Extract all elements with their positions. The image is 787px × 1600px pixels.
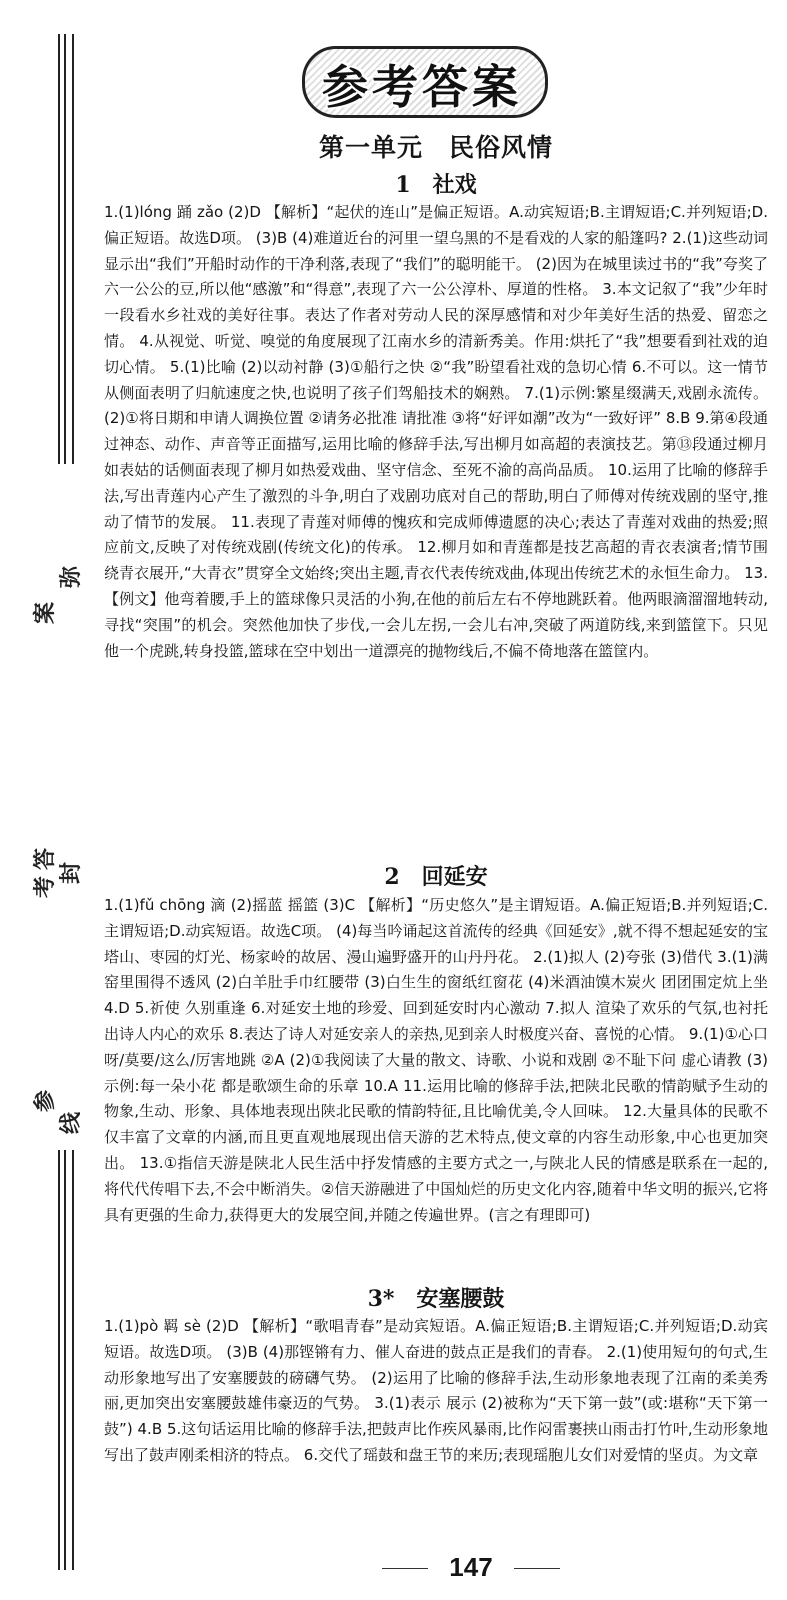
binding-char-feng: 封 <box>58 861 85 885</box>
binding-char-kao: 考 <box>32 875 59 899</box>
binding-margin <box>0 0 100 1600</box>
binding-char-an: 案 <box>32 601 59 625</box>
lesson-3-answer: 1.(1)pò 羁 sè (2)D 【解析】“歌唱青春”是动宾短语。A.偏正短语;B.主谓短语;C.并列短语;D.动宾短语。故选D项。 (3)B (4)那铿锵有力、催人奋进的鼓点正是我们的青春。 2.(1)使用短句的句式,生动形象地写出了安塞腰鼓的磅礴气势。 (2)运用了比喻的修辞手法,生动形象地表现了江南的柔美秀丽,更加突出安塞腰鼓雄伟豪迈的气势。 3.(1)表示 展示 (2)被称为“天下第一鼓”(或:堪称“天下第一鼓”) 4.B 5.这句话运用比喻的修辞手法,把鼓声比作疾风暴雨,比作闷雷裹挟山雨击打竹叶,生动形象地写出了鼓声刚柔相济的特点。 6.交代了瑶鼓和盘王节的来历;表现瑶胞儿女们对爱情的坚贞。为文章 <box>104 1317 768 1464</box>
footer-line-right <box>514 1568 560 1569</box>
binding-line-6 <box>72 1150 74 1570</box>
page-number: 147 <box>449 1552 493 1582</box>
lesson-1-title: 1 社戏 <box>395 172 477 198</box>
binding-line-5 <box>64 1150 66 1570</box>
answer-banner <box>292 36 552 122</box>
binding-line-2 <box>64 34 66 464</box>
binding-char-can: 参 <box>32 1089 59 1113</box>
footer-line-left <box>382 1568 428 1569</box>
binding-line-4 <box>58 1150 60 1570</box>
binding-char-xian: 线 <box>58 1111 85 1135</box>
lesson-2-answer: 1.(1)fǔ chōng 滴 (2)摇蓝 摇篮 (3)C 【解析】“历史悠久”是主谓短语。A.偏正短语;B.并列短语;C.主谓短语;D.动宾短语。故选C项。 (4)每当吟诵起这首流传的经典《回延安》,就不得不想起延安的宝塔山、枣园的灯光、杨家岭的故居、漫山遍野盛开的山丹丹花。 2.(1)拟人 (2)夸张 (3)借代 3.(1)满窑里围得不透风 (2)白羊肚手巾红腰带 (3)白生生的窗纸红窗花 (4)米酒油馍木炭火 团团围定炕上坐 4.D 5.祈使 久别重逢 6.对延安土地的珍爱、回到延安时内心激动 7.拟人 渲染了欢乐的气氛,也衬托出诗人内心的欢乐 8.表达了诗人对延安亲人的亲热,见到亲人时极度兴奋、喜悦的心情。 9.(1)①心口呀/莫要/这么/厉害地跳 ②A (2)①我阅读了大量的散文、诗歌、小说和戏剧 ②不耻下问 虚心请教 (3)示例:每一朵小花 都是歌颂生命的乐章 10.A 11.运用比喻的修辞手法,把陕北民歌的情韵赋予生动的物象,生动、形象、具体地表现出陕北民歌的情韵特征,且比喻优美,令人回味。 12.大量具体的民歌不仅丰富了文章的内涵,而且更直观地展现出信天游的艺术特点,使文章的内容生动形象,中心也更加突出。 13.①指信天游是陕北人民生活中抒发情感的主要方式之一,与陕北人民的情感是联系在一起的,将代代传唱下去,不会中断消失。②信天游融进了中国灿烂的历史文化内容,随着中华文明的振兴,它将具有更强的生命力,获得更大的发展空间,并随之传遍世界。(言之有理即可) <box>104 896 768 1224</box>
lesson-3-title: 3* 安塞腰鼓 <box>367 1286 505 1312</box>
binding-char-mi: 弥 <box>58 565 85 589</box>
binding-char-da: 答 <box>32 847 59 871</box>
binding-line-1 <box>58 34 60 464</box>
binding-line-3 <box>72 34 74 464</box>
unit-title: 第一单元 民俗风情 <box>318 133 553 162</box>
lesson-1-answer: 1.(1)lóng 踊 zǎo (2)D 【解析】“起伏的连山”是偏正短语。A.动宾短语;B.主谓短语;C.并列短语;D.偏正短语。故选D项。 (3)B (4)难道近台的河里一望乌黑的不是看戏的人家的船篷吗? 2.(1)这些动词显示出“我们”开船时动作的干净利落,表现了“我们”的聪明能干。 (2)因为在城里读过书的“我”夸奖了六一公公的豆,所以他“感激”和“得意”,表现了六一公公淳朴、厚道的性格。 3.本文记叙了“我”少年时一段看水乡社戏的美好往事。表达了作者对劳动人民的深厚感情和对少年美好生活的热爱、留恋之情。 4.从视觉、听觉、嗅觉的角度展现了江南水乡的清新秀美。作用:烘托了“我”想要看到社戏的迫切心情。 5.(1)比喻 (2)以动衬静 (3)①船行之快 ②“我”盼望看社戏的急切心情 6.不可以。这一情节从侧面表明了归航速度之快,也说明了孩子们驾船技术的娴熟。 7.(1)示例:繁星缀满天,戏剧永流传。 (2)①将日期和申请人调换位置 ②请务必批准 请批准 ③将“好评如潮”改为“一致好评” 8.B 9.第④段通过神态、动作、声音等正面描写,运用比喻的修辞手法,写出柳月如高超的表演技艺。第⑬段通过柳月如表姑的话侧面表现了柳月如热爱戏曲、坚守信念、至死不渝的高尚品质。 10.运用了比喻的修辞手法,写出青莲内心产生了激烈的斗争,明白了戏剧功底对自己的帮助,明白了师傅对传统戏剧的坚守,推动了情节的发展。 11.表现了青莲对师傅的愧疚和完成师傅遗愿的决心;表达了青莲对戏曲的热爱;照应前文,反映了对传统戏剧(传统文化)的传承。 12.柳月如和青莲都是技艺高超的青衣表演者;情节围绕青衣展开,“大青衣”贯穿全文始终;突出主题,青衣代表传统戏曲,体现出传统艺术的永恒生命力。 13.【例文】他弯着腰,手上的篮球像只灵活的小狗,在他的前后左右不停地跳跃着。他两眼滴溜溜地转动,寻找“突围”的机会。突然他加快了步伐,一会儿左拐,一会儿右冲,突破了两道防线,来到篮筐下。只见他一个虎跳,转身投篮,篮球在空中划出一道漂亮的抛物线后,不偏不倚地落在篮筐内。 <box>104 203 768 660</box>
banner-title: 参考答案 <box>322 60 522 114</box>
lesson-2-title: 2 回延安 <box>384 864 488 890</box>
